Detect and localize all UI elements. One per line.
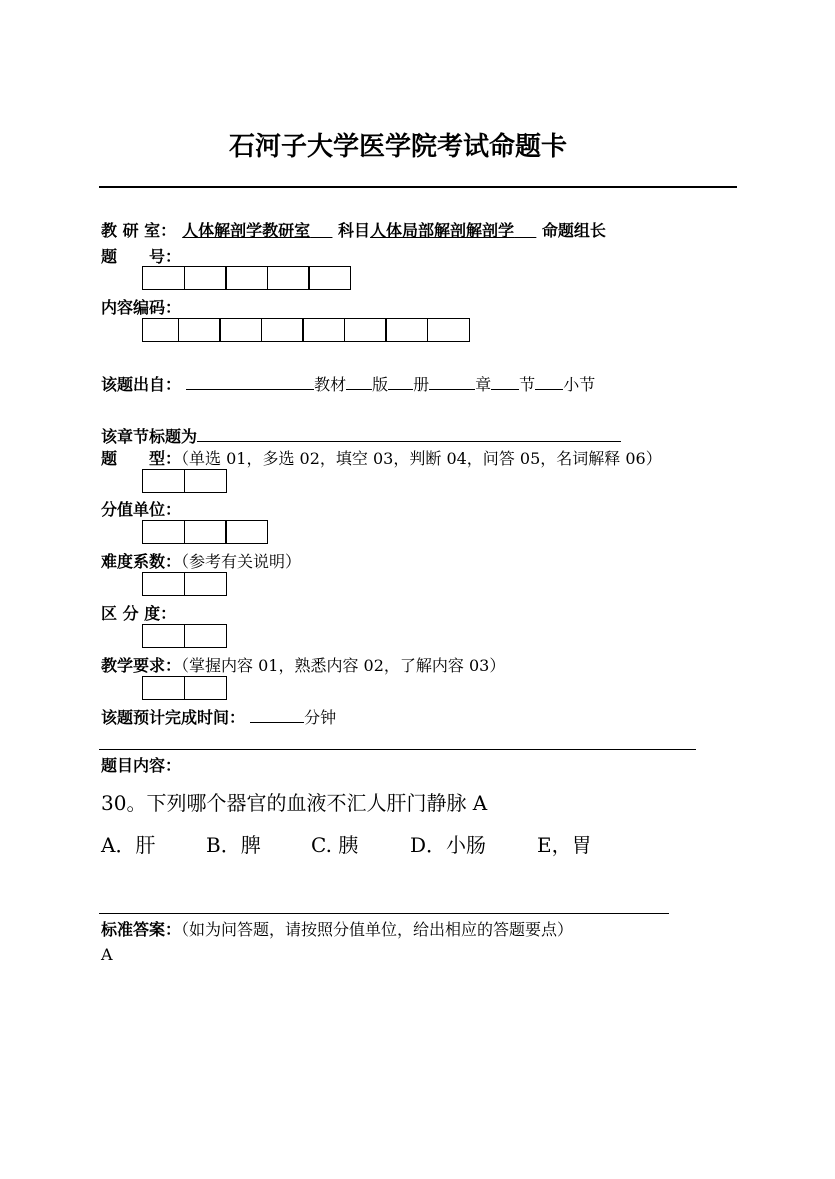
code-box[interactable] — [344, 318, 387, 342]
chapter-title-line — [101, 424, 621, 447]
question-options — [101, 829, 592, 858]
source-blank[interactable] — [491, 375, 519, 390]
source-blank[interactable] — [429, 375, 475, 390]
question-no-boxes — [142, 266, 351, 290]
leader-label: 命题组长 — [541, 221, 606, 240]
code-box[interactable] — [225, 266, 268, 290]
difficulty-label: 难度系数： — [101, 552, 182, 571]
content-label: 题目内容： — [101, 756, 182, 775]
source-part-edition: 版 — [372, 375, 389, 394]
teaching-req-boxes — [142, 676, 227, 700]
dept-label: 教 研 室： — [101, 221, 177, 240]
source-blank[interactable] — [346, 375, 372, 390]
code-box[interactable] — [184, 266, 227, 290]
subject-label: 科目 — [338, 221, 371, 240]
difficulty-hint: （参考有关说明） — [181, 552, 302, 571]
source-part-section: 节 — [519, 375, 536, 394]
code-box[interactable] — [142, 266, 185, 290]
content-code-label: 内容编码： — [101, 298, 182, 317]
source-part-chapter: 章 — [475, 375, 492, 394]
teaching-req-hint: （掌握内容 01，熟悉内容 02，了解内容 03） — [181, 656, 506, 675]
answer-value: A — [101, 945, 113, 964]
answer-line — [101, 917, 573, 940]
code-box[interactable] — [385, 318, 428, 342]
code-box[interactable] — [184, 624, 227, 648]
code-box[interactable] — [184, 572, 227, 596]
discrimination-boxes — [142, 624, 227, 648]
code-box[interactable] — [142, 318, 179, 342]
code-box[interactable] — [302, 318, 345, 342]
page-title: 石河子大学医学院考试命题卡 — [229, 132, 568, 162]
qtype-label: 题 型： — [101, 449, 182, 468]
teaching-req-label: 教学要求： — [101, 656, 182, 675]
source-line — [101, 372, 595, 395]
source-blank[interactable] — [186, 375, 314, 390]
source-blank[interactable] — [388, 375, 413, 390]
code-box[interactable] — [184, 520, 227, 544]
source-label: 该题出自： — [101, 375, 182, 394]
code-box[interactable] — [219, 318, 262, 342]
answer-divider — [99, 913, 669, 914]
code-box[interactable] — [427, 318, 470, 342]
score-unit-boxes — [142, 520, 268, 544]
chapter-title-label: 该章节标题为 — [101, 427, 198, 446]
code-box[interactable] — [142, 624, 185, 648]
time-blank[interactable] — [250, 708, 304, 723]
time-line — [101, 705, 336, 728]
subject-value: 人体局部解剖解剖学 — [370, 221, 515, 240]
option-c: C. 胰 — [311, 833, 359, 857]
option-a: A．肝 — [101, 833, 156, 857]
code-box[interactable] — [225, 520, 268, 544]
question-stem: 30。下列哪个器官的血液不汇人肝门静脉 A — [101, 791, 488, 815]
code-box[interactable] — [142, 469, 185, 493]
source-part-volume: 册 — [413, 375, 430, 394]
content-divider — [99, 749, 696, 750]
code-box[interactable] — [184, 469, 227, 493]
answer-label: 标准答案： — [101, 920, 182, 939]
discrimination-label: 区 分 度： — [101, 604, 177, 623]
title-divider — [99, 186, 737, 188]
content-code-boxes — [142, 318, 470, 342]
code-box[interactable] — [178, 318, 221, 342]
difficulty-boxes — [142, 572, 227, 596]
answer-hint: （如为问答题，请按照分值单位，给出相应的答题要点） — [181, 920, 574, 939]
code-box[interactable] — [142, 676, 185, 700]
option-e: E，胃 — [537, 833, 592, 857]
code-box[interactable] — [308, 266, 351, 290]
header-line — [101, 218, 606, 241]
difficulty-line — [101, 549, 301, 572]
code-box[interactable] — [261, 318, 304, 342]
qtype-hint: （单选 01，多选 02，填空 03，判断 04，问答 05，名词解释 06） — [181, 449, 662, 468]
qtype-line — [101, 446, 662, 469]
source-part-textbook: 教材 — [314, 375, 347, 394]
time-label: 该题预计完成时间： — [101, 708, 246, 727]
option-b: B．脾 — [206, 833, 261, 857]
dept-value: 人体解剖学教研室 — [182, 221, 311, 240]
option-d: D．小肠 — [410, 833, 487, 857]
score-unit-label: 分值单位： — [101, 500, 182, 519]
code-box[interactable] — [184, 676, 227, 700]
teaching-req-line — [101, 653, 505, 676]
code-box[interactable] — [142, 572, 185, 596]
source-part-subsection: 小节 — [563, 375, 596, 394]
code-box[interactable] — [142, 520, 185, 544]
qtype-boxes — [142, 469, 227, 493]
chapter-title-blank[interactable] — [197, 427, 621, 442]
question-no-label: 题 号： — [101, 247, 182, 266]
time-unit: 分钟 — [304, 708, 337, 727]
source-blank[interactable] — [535, 375, 563, 390]
code-box[interactable] — [267, 266, 310, 290]
